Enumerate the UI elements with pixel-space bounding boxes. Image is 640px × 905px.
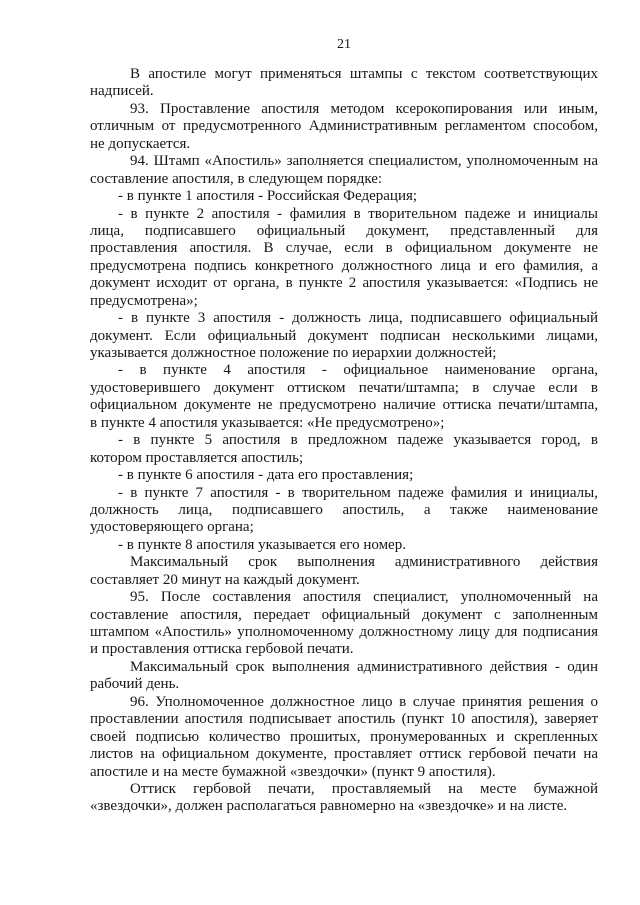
text-line: - в пункте 8 апостиля указывается его номер. — [118, 536, 406, 553]
list-item — [90, 485, 598, 537]
text-line: Максимальный срок выполнения административного действия — [130, 554, 598, 571]
text-line: указывается должностное положение по иерархии должностей; — [90, 345, 497, 361]
list-item — [90, 310, 598, 362]
text-line: составление апостиля, передает официальный документ с заполненным — [90, 606, 598, 623]
text-line: официальном документе не предусмотрено наличие оттиска печати/штампа, — [90, 397, 598, 414]
text-line: - в пункте 2 апостиля - фамилия в творительном падеже и инициалы — [118, 205, 598, 222]
text-line: Максимальный срок выполнения административного действия - один — [130, 658, 598, 675]
list-item — [90, 537, 598, 554]
text-line: надписей. — [90, 83, 154, 100]
text-line: удостоверяющего органа; — [90, 519, 254, 536]
text-line: «звездочки», должен располагаться равномерно на «звездочке» и на листе. — [90, 798, 568, 815]
body-text — [90, 66, 598, 816]
text-line: в пункте 4 апостиля указывается: «Не предусмотрено»; — [90, 414, 445, 431]
text-line: отличным от предусмотренного Административным регламентом способом, — [90, 118, 598, 135]
paragraph — [90, 101, 598, 153]
text-line: лица, подписавшего официальный документ, представленный для — [90, 222, 598, 239]
text-line: документ исходит от органа, в пункте 2 апостиля указывается: «Подпись не — [90, 275, 598, 292]
text-line: должность лица, подписавшего апостиль, а также наименование — [90, 501, 598, 518]
text-line: 93. Проставление апостиля методом ксерокопирования или иным, — [130, 100, 598, 117]
list-item — [90, 362, 598, 432]
paragraph — [90, 66, 598, 101]
text-line: - в пункте 7 апостиля - в творительном падеже фамилия и инициалы, — [118, 484, 598, 501]
text-line: - в пункте 6 апостиля - дата его проставления; — [118, 467, 414, 484]
text-line: Оттиск гербовой печати, проставляемый на месте бумажной — [130, 780, 598, 797]
list-item — [90, 432, 598, 467]
text-line: апостиле и на месте бумажной «звездочки» (пункт 9 апостиля). — [90, 763, 496, 780]
text-line: удостоверившего документ оттиском печати/штампа; в случае если в — [90, 379, 598, 396]
page-number: 21 — [337, 37, 351, 52]
list-item — [90, 467, 598, 484]
text-line: 95. После составления апостиля специалист, уполномоченный на — [130, 589, 598, 606]
paragraph — [90, 554, 598, 589]
text-line: предусмотрена»; — [90, 292, 198, 309]
text-line: проставления апостиля. В случае, если в официальном документе не — [90, 240, 598, 257]
text-line: проставлении апостиля подписывает апостиль (пункт 10 апостиля), заверяет — [90, 711, 598, 728]
text-line: - в пункте 3 апостиля - должность лица, подписавшего официальный — [118, 310, 598, 327]
paragraph — [90, 589, 598, 659]
paragraph — [90, 659, 598, 694]
text-line: составляет 20 минут на каждый документ. — [90, 571, 360, 588]
text-line: и проставления оттиска гербовой печати. — [90, 641, 354, 658]
list-item — [90, 188, 598, 205]
text-line: предусмотрена подпись конкретного должностного лица и его фамилия, а — [90, 257, 598, 274]
text-line: штампом «Апостиль» уполномоченному должностному лицу для подписания — [90, 624, 598, 640]
paragraph — [90, 781, 598, 816]
text-line: - в пункте 1 апостиля - Российская Федерация; — [118, 188, 418, 205]
text-line: составление апостиля, в следующем порядке: — [90, 170, 383, 187]
text-line: своей подписью количество прошитых, пронумерованных и скрепленных — [90, 728, 598, 745]
text-line: 94. Штамп «Апостиль» заполняется специалистом, уполномоченным на — [130, 153, 598, 170]
paragraph — [90, 153, 598, 188]
paragraph — [90, 694, 598, 781]
list-item — [90, 206, 598, 311]
text-line: В апостиле могут применяться штампы с текстом соответствующих — [130, 66, 598, 82]
text-line: 96. Уполномоченное должностное лицо в случае принятия решения о — [130, 693, 598, 710]
text-line: документ. Если официальный документ подписан несколькими лицами, — [90, 327, 598, 344]
text-line: листов на официальном документе, проставляет оттиск гербовой печати на — [90, 746, 598, 763]
text-line: рабочий день. — [90, 676, 180, 693]
text-line: - в пункте 5 апостиля в предложном падеже указывается город, в — [118, 432, 598, 449]
text-line: - в пункте 4 апостиля - официальное наименование органа, — [118, 362, 598, 379]
text-line: не допускается. — [90, 135, 191, 152]
text-line: котором проставляется апостиль; — [90, 449, 304, 466]
